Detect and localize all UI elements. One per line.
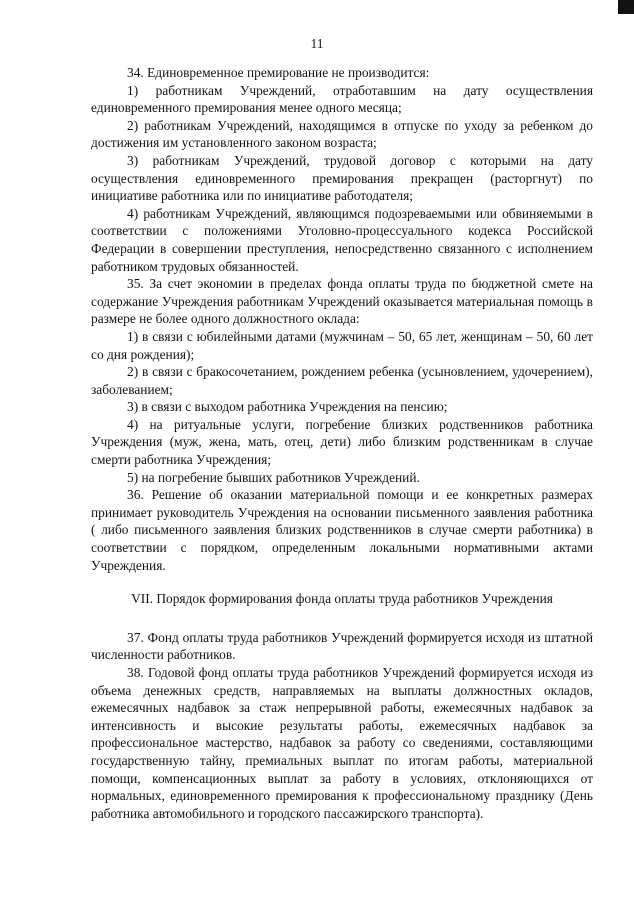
paragraph-35-item-3: 3) в связи с выходом работника Учреждения на пенсию; bbox=[127, 399, 448, 415]
paragraph-38: 38. Годовой фонд оплаты труда работников Учреждений формируется исходя из объема денежных средств, направляемых на выплаты должностных окладов, ежемесячных надбавок за стаж непрерывной работы, ежемесячных надбавок за интенсивность и высокие результаты работы, ежемесячных надбавок за профессиональное мастерство, надбавок за работу со сведениями, составляющими государственную тайну, премиальных выплат по итогам работы, материальной помощи, компенсационных выплат за работу в условиях, отклоняющихся от нормальных, единовременного премирования к профессиональному празднику (День работника автомобильного и городского пассажирского транспорта). bbox=[91, 665, 593, 821]
paragraph-34-item-2: 2) работникам Учреждений, находящимся в отпуске по уходу за ребенком до достижения им установленного законом возраста; bbox=[91, 117, 593, 151]
paragraph-34-item-4: 4) работникам Учреждений, являющимся подозреваемыми или обвиняемыми в соответствии с положениями Уголовно-процессуального кодекса Российской Федерации в совершении преступления, непосредственно связанного с исполнением работником трудовых обязанностей. bbox=[91, 205, 593, 274]
paragraph-35-item-4: 4) на ритуальные услуги, погребение близких родственников работника Учреждения (муж, жена, мать, отец, дети) либо близким родственникам в случае смерти работника Учреждения; bbox=[91, 416, 593, 468]
paragraph-34: 34. Единовременное премирование не производится: bbox=[127, 65, 430, 80]
paragraph-35-item-5: 5) на погребение бывших работников Учреждений. bbox=[127, 469, 420, 485]
document-body bbox=[91, 64, 593, 822]
page-number: 11 bbox=[310, 36, 324, 51]
paragraph-34-item-3: 3) работникам Учреждений, трудовой договор с которыми на дату осуществления единовременного премирования прекращен (расторгнут) по инициативе работника или по инициативе работодателя; bbox=[91, 152, 593, 204]
paragraph-34-item-1: 1) работникам Учреждений, отработавшим на дату осуществления единовременного премирования менее одного месяца; bbox=[91, 82, 593, 116]
paragraph-36: 36. Решение об оказании материальной помощи и ее конкретных размерах принимает руководитель Учреждения на основании письменного заявления работника ( либо письменного заявления близких родственников в случае смерти работника) в соответствии с порядком, определенным локальными нормативными актами Учреждения. bbox=[91, 487, 593, 573]
scan-corner-mark bbox=[618, 0, 634, 14]
paragraph-35-item-1: 1) в связи с юбилейными датами (мужчинам – 50, 65 лет, женщинам – 50, 60 лет со дня рождения); bbox=[91, 328, 593, 362]
section-heading: VII. Порядок формирования фонда оплаты труда работников Учреждения bbox=[131, 591, 553, 607]
paragraph-35-item-2: 2) в связи с бракосочетанием, рождением ребенка (усыновлением, удочерением), заболеванием; bbox=[91, 364, 593, 397]
paragraph-35: 35. За счет экономии в пределах фонда оплаты труда по бюджетной смете на содержание Учреждения работникам Учреждений оказывается материальная помощь в размере не более одного должностного оклада: bbox=[91, 276, 593, 327]
paragraph-37: 37. Фонд оплаты труда работников Учреждений формируется исходя из штатной численности работников. bbox=[91, 629, 593, 663]
